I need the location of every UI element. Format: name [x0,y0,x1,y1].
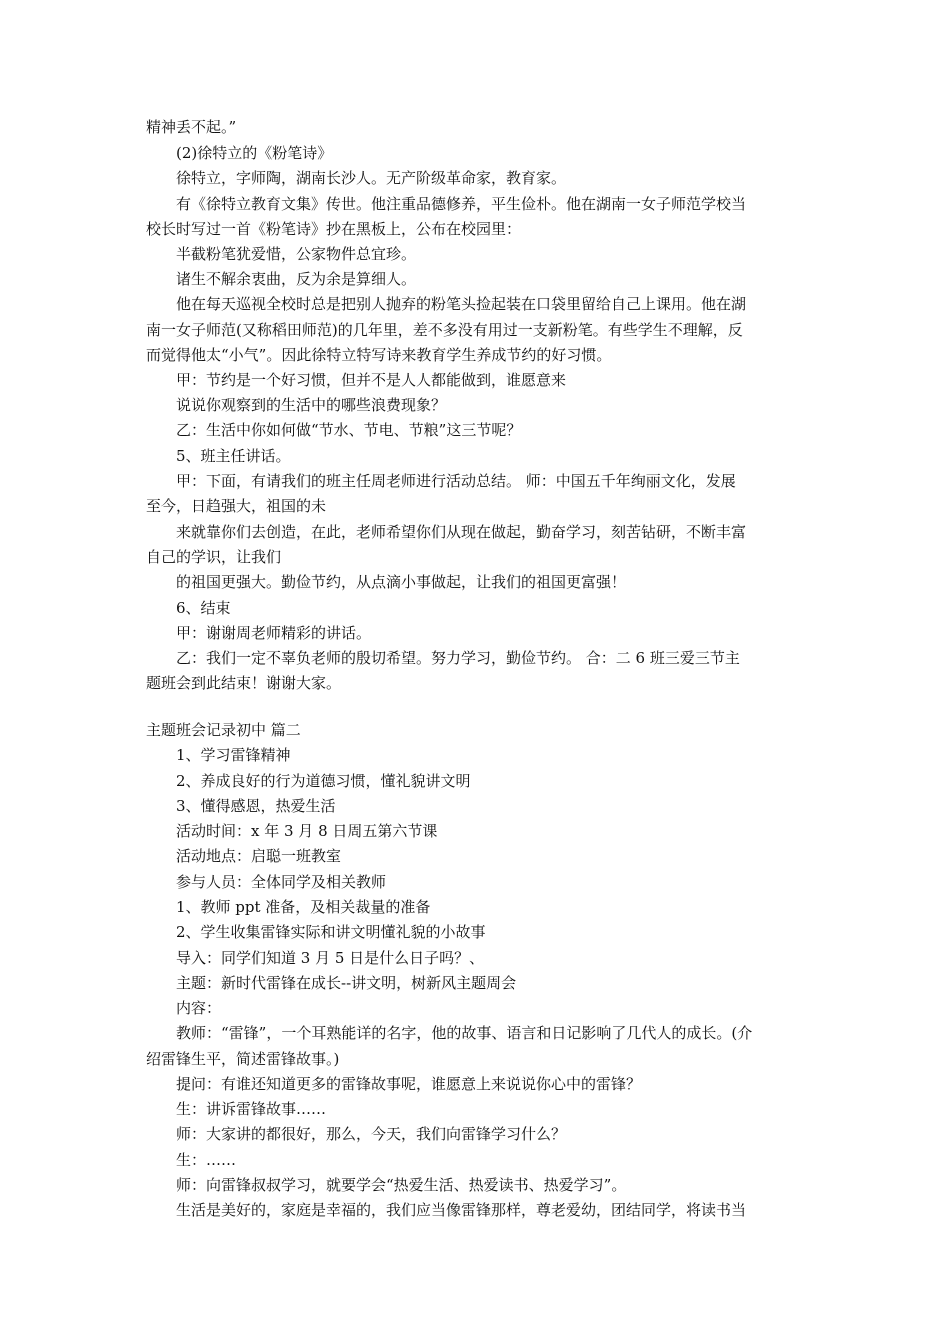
text-line: 甲：节约是一个好习惯，但并不是人人都能做到，谁愿意来 [176,371,567,389]
text-line: 师：大家讲的都很好，那么，今天，我们向雷锋学习什么？ [176,1125,567,1143]
text-line: 乙：我们一定不辜负老师的殷切希望。努力学习，勤俭节约。 合：二 6 班三爱三节主 [176,649,740,667]
text-line: 内容： [176,999,222,1017]
text-line: 绍雷锋生平，简述雷锋故事。) [146,1050,340,1068]
text-line: 生活是美好的，家庭是幸福的，我们应当像雷锋那样，尊老爱幼，团结同学，将读书当 [176,1201,747,1219]
text-line: 自己的学识，让我们 [146,548,282,566]
text-line: 至今，日趋强大，祖国的未 [146,497,327,515]
text-line: 精神丢不起。” [146,118,237,136]
text-line: 校长时写过一首《粉笔诗》抄在黑板上，公布在校园里： [146,220,522,238]
text-line: 有《徐特立教育文集》传世。他注重品德修养，平生俭朴。他在湖南一女子师范学校当 [176,195,747,213]
text-line: 主题：新时代雷锋在成长--讲文明，树新风主题周会 [176,974,517,992]
text-line: 他在每天巡视全校时总是把别人抛弃的粉笔头捡起装在口袋里留给自己上课用。他在湖 [176,295,747,313]
text-line: 徐特立，字师陶，湖南长沙人。无产阶级革命家，教育家。 [176,169,567,187]
text-line: 参与人员：全体同学及相关教师 [176,873,387,891]
text-line: 甲：下面，有请我们的班主任周老师进行活动总结。 师：中国五千年绚丽文化，发展 [176,472,736,490]
section-heading: 主题班会记录初中 篇二 [146,721,301,739]
text-line: 生：…… [176,1151,237,1169]
text-line: 活动时间：x 年 3 月 8 日周五第六节课 [176,822,438,840]
text-line: 5、班主任讲话。 [176,447,291,465]
text-line: 导入：同学们知道 3 月 5 日是什么日子吗？、 [176,949,485,967]
text-line: 乙：生活中你如何做“节水、节电、节粮”这三节呢？ [176,421,522,439]
text-line: 2、养成良好的行为道德习惯，懂礼貌讲文明 [176,772,471,790]
text-line: 甲：谢谢周老师精彩的讲话。 [176,624,372,642]
text-line: 半截粉笔犹爱惜，公家物件总宜珍。 [176,245,417,263]
text-line: 南一女子师范(又称稻田师范)的几年里，差不多没有用过一支新粉笔。有些学生不理解，反 [146,321,743,339]
text-line: (2)徐特立的《粉笔诗》 [176,144,333,162]
text-line: 6、结束 [176,599,231,617]
text-line: 诸生不解余衷曲，反为余是算细人。 [176,270,417,288]
text-line: 题班会到此结束！谢谢大家。 [146,674,342,692]
text-line: 的祖国更强大。勤俭节约，从点滴小事做起，让我们的祖国更富强！ [176,573,627,591]
text-line: 生：讲诉雷锋故事…… [176,1100,327,1118]
text-line: 2、学生收集雷锋实际和讲文明懂礼貌的小故事 [176,923,486,941]
text-line: 来就靠你们去创造，在此，老师希望你们从现在做起，勤奋学习，刻苦钻研，不断丰富 [176,523,747,541]
text-line: 说说你观察到的生活中的哪些浪费现象？ [176,396,447,414]
text-line: 3、懂得感恩，热爱生活 [176,797,336,815]
text-line: 教师：“雷锋”，一个耳熟能详的名字，他的故事、语言和日记影响了几代人的成长。(介 [176,1024,753,1042]
text-line: 1、学习雷锋精神 [176,746,291,764]
text-line: 而觉得他太“小气”。因此徐特立特写诗来教育学生养成节约的好习惯。 [146,346,612,364]
text-line: 提问：有谁还知道更多的雷锋故事呢，谁愿意上来说说你心中的雷锋？ [176,1075,642,1093]
text-line: 活动地点：启聪一班教室 [176,847,342,865]
text-line: 师：向雷锋叔叔学习，就要学会“热爱生活、热爱读书、热爱学习”。 [176,1176,627,1194]
text-line: 1、教师 ppt 准备，及相关裁量的准备 [176,898,431,916]
